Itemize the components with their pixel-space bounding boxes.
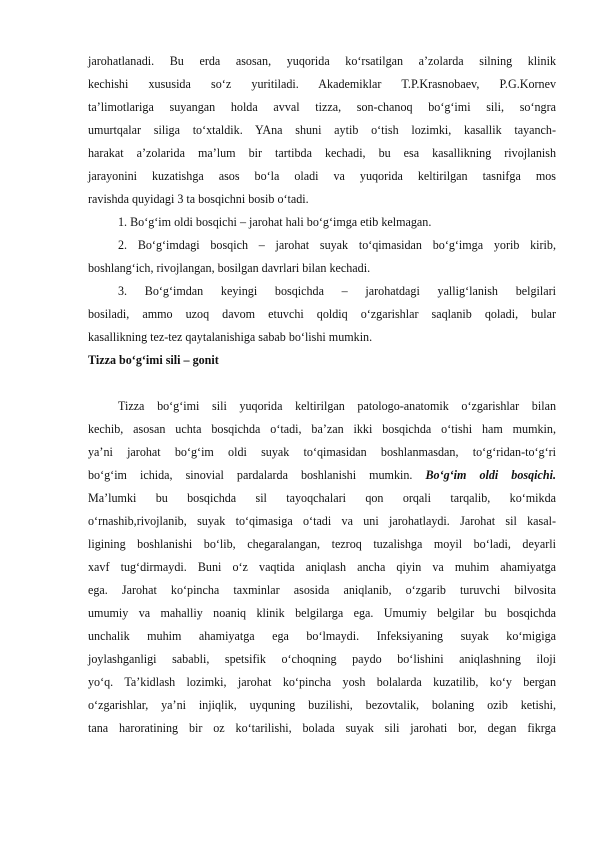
section-heading: Tizza bo‘g‘imi sili – gonit	[88, 353, 219, 367]
body-line: o‘zgarishlar, ya’ni injiqlik, uyquning buzilishi, bezovtalik, bolaning ozib ketishi,	[88, 698, 556, 712]
body-line: kechishi xususida so‘z yuritiladi. Akademiklar T.P.Krasnobaev, P.G.Kornev	[88, 77, 556, 91]
body-line: xavf tug‘dirmaydi. Buni o‘z vaqtida aniqlash ancha qiyin va muhim ahamiyatga	[88, 560, 556, 574]
body-line: ega. Jarohat ko‘pincha taxminlar asosida aniqlanib, o‘zgarib turuvchi bilvosita	[88, 583, 556, 597]
body-line: tana haroratining bir oz ko‘tarilishi, bolada suyak sili jarohati bor, degan fikrga	[88, 721, 556, 735]
body-line: Tizza bo‘g‘imi sili yuqorida keltirilgan patologo-anatomik o‘zgarishlar bilan	[118, 399, 556, 413]
stage-3-line: bosiladi, ammo uzoq davom etuvchi qoldiq o‘zgarishlar saqlanib qoladi, bular	[88, 307, 556, 321]
body-line: Ma’lumki bu bosqichda sil tayoqchalari qon orqali tarqalib, ko‘mikda	[88, 491, 556, 505]
body-line: umurtqalar siliga to‘xtaldik. YAna shuni aytib o‘tish lozimki, kasallik tayanch-	[88, 123, 556, 137]
body-line: yo‘q. Ta’kidlash lozimki, jarohat ko‘pincha yosh bolalarda kuzatilib, ko‘y bergan	[88, 675, 556, 689]
body-line: ya’ni jarohat bo‘g‘im oldi suyak to‘qimasidan boshlanmasdan, to‘g‘ridan-to‘g‘ri	[88, 445, 556, 459]
body-line: o‘rnashib,rivojlanib, suyak to‘qimasiga o‘tadi va uni jarohatlaydi. Jarohat sil kasal-	[88, 514, 556, 528]
body-line: unchalik muhim ahamiyatga ega bo‘lmaydi. Infeksiyaning suyak ko‘migiga	[88, 629, 556, 643]
stage-2-line: boshlang‘ich, rivojlangan, bosilgan davrlari bilan kechadi.	[88, 261, 371, 275]
body-line: ligining boshlanishi bo‘lib, chegaralangan, tezroq tuzalishga moyil bo‘ladi, deyarli	[88, 537, 556, 551]
emphasis-text: Bo‘g‘im oldi bosqichi.	[425, 468, 556, 482]
stage-2-line: 2. Bo‘g‘imdagi bosqich – jarohat suyak to‘qimasidan bo‘g‘imga yorib kirib,	[118, 238, 556, 252]
body-line: harakat a’zolarida ma’lum bir tartibda kechadi, bu esa kasallikning rivojlanish	[88, 146, 556, 160]
body-line: jarohatlanadi. Bu erda asosan, yuqorida ko‘rsatilgan a’zolarda silning klinik	[88, 54, 556, 68]
body-line: jarayonini kuzatishga asos bo‘la oladi va yuqorida keltirilgan tasnifga mos	[88, 169, 556, 183]
body-line: ta’limotlariga suyangan holda avval tizza, son-chanoq bo‘g‘imi sili, so‘ngra	[88, 100, 556, 114]
body-line: umumiy va mahalliy noaniq klinik belgilarga ega. Umumiy belgilar bu bosqichda	[88, 606, 556, 620]
stage-1-line: 1. Bo‘g‘im oldi bosqichi – jarohat hali bo‘g‘imga etib kelmagan.	[118, 215, 432, 229]
body-text: bo‘g‘im ichida, sinovial pardalarda boshlanishi mumkin.	[88, 468, 413, 482]
body-line: kechib, asosan uchta bosqichda o‘tadi, ba’zan ikki bosqichda o‘tishi ham mumkin,	[88, 422, 556, 436]
body-line	[88, 467, 556, 483]
stage-3-line: 3. Bo‘g‘imdan keyingi bosqichda – jarohatdagi yallig‘lanish belgilari	[118, 284, 556, 298]
body-line: joylashganligi sababli, spetsifik o‘choqning paydo bo‘lishini aniqlashning iloji	[88, 652, 556, 666]
body-line: ravishda quyidagi 3 ta bosqichni bosib o‘tadi.	[88, 192, 309, 206]
stage-3-line: kasallikning tez-tez qaytalanishiga sabab bo‘lishi mumkin.	[88, 330, 373, 344]
